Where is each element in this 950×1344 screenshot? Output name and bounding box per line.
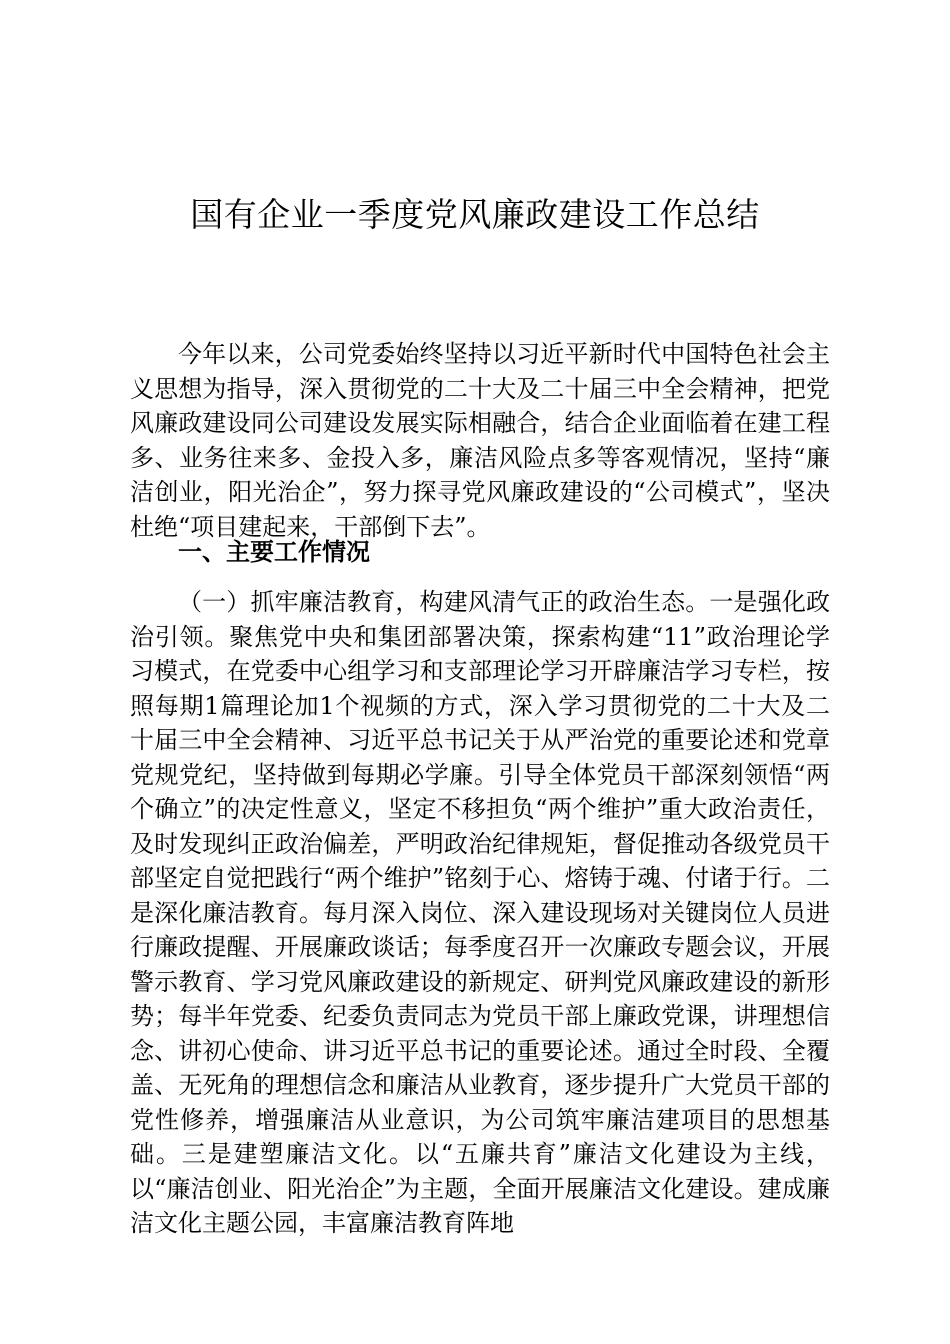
document-title: 国有企业一季度党风廉政建设工作总结 bbox=[190, 195, 760, 235]
main-paragraph: （一）抓牢廉洁教育，构建风清气正的政治生态。一是强化政治引领。聚焦党中央和集团部署决策，探索构建“11”政治理论学习模式，在党委中心组学习和支部理论学习开辟廉洁学习专栏，按照每期1篇理论加1个视频的方式，深入学习贯彻党的二十大及二十届三中全会精神、习近平总书记关于从严治党的重要论述和党章党规党纪，坚持做到每期必学廉。引导全体党员干部深刻领悟“两个确立”的决定性意义，坚定不移担负“两个维护”重大政治责任，及时发现纠正政治偏差，严明政治纪律规矩，督促推动各级党员干部坚定自觉把践行“两个维护”铭刻于心、熔铸于魂、付诸于行。二是深化廉洁教育。每月深入岗位、深入建设现场对关键岗位人员进行廉政提醒、开展廉政谈话；每季度召开一次廉政专题会议，开展警示教育、学习党风廉政建设的新规定、研判党风廉政建设的新形势；每半年党委、纪委负责同志为党员干部上廉政党课，讲理想信念、讲初心使命、讲习近平总书记的重要论述。通过全时段、全覆盖、无死角的理想信念和廉洁从业教育，逐步提升广大党员干部的党性修养，增强廉洁从业意识，为公司筑牢廉洁建项目的思想基础。三是建塑廉洁文化。以“五廉共育”廉洁文化建设为主线，以“廉洁创业、阳光治企”为主题，全面开展廉洁文化建设。建成廉洁文化主题公园，丰富廉洁教育阵地 bbox=[130, 588, 830, 1237]
intro-paragraph: 今年以来，公司党委始终坚持以习近平新时代中国特色社会主义思想为指导，深入贯彻党的二十大及二十届三中全会精神，把党风廉政建设同公司建设发展实际相融合，结合企业面临着在建工程多、业务往来多、金投入多，廉洁风险点多等客观情况，坚持“廉洁创业，阳光治企”，努力探寻党风廉政建设的“公司模式”，坚决杜绝“项目建起来，干部倒下去”。 bbox=[130, 340, 830, 541]
section-heading: 一、主要工作情况 bbox=[178, 537, 370, 566]
